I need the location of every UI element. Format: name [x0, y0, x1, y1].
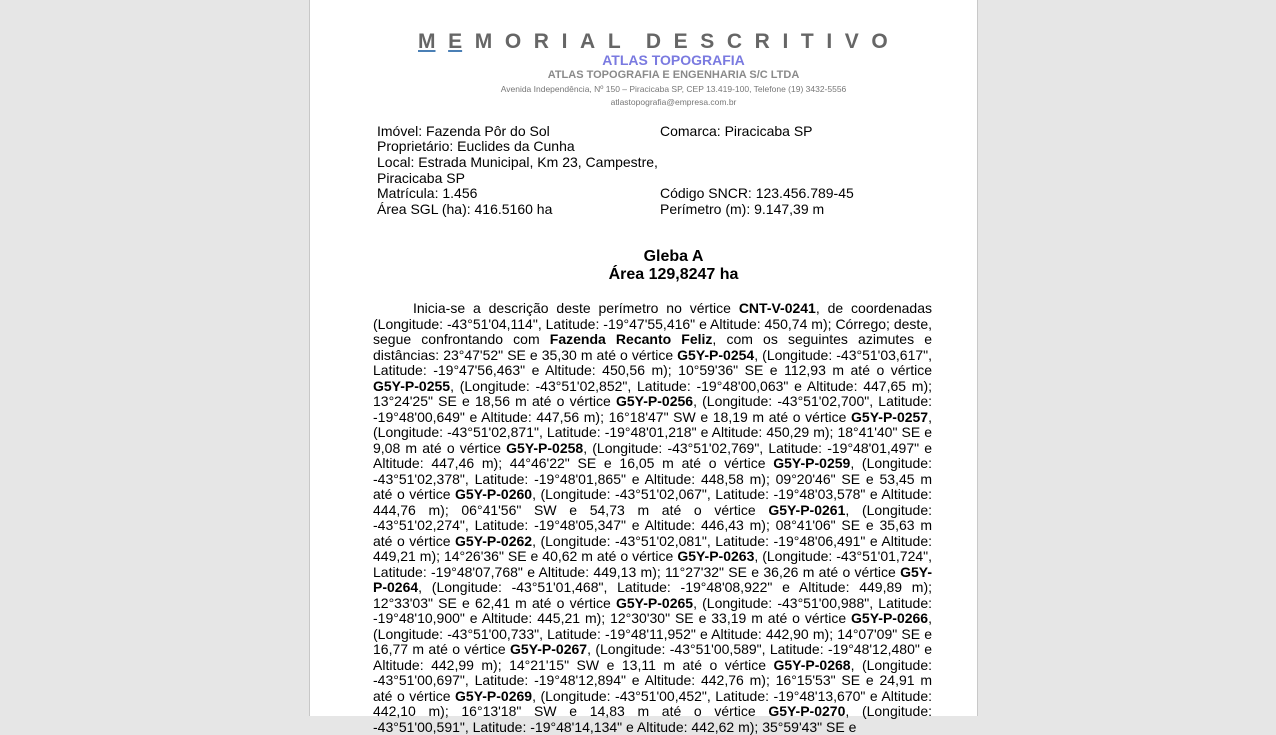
vertex-id: G5Y-P-0257	[851, 408, 929, 425]
vertex-id: G5Y-P-0255	[373, 377, 451, 394]
title-letter: L	[607, 30, 621, 53]
area-heading: Área 129,8247 ha	[608, 266, 739, 283]
description-text: , (Longitude: -43°51'02,067", Latitude: -19°48'03,578" e Altitude: 444,76 m); 06°41'56" SW e 54,73 m até o vértice	[373, 486, 933, 518]
title-letter: I	[782, 30, 789, 53]
description-text: , (Longitude: -43°51'02,378", Latitude: -19°48'01,865" e Altitude: 448,58 m); 09°20'46" SE e 53,45 m até o vértice	[373, 455, 932, 502]
vertex-id: G5Y-P-0261	[768, 501, 846, 518]
vertex-id: G5Y-P-0266	[851, 610, 929, 626]
description-text: , (Longitude: -43°51'01,724", Latitude: -19°48'07,768" e Altitude: 449,13 m); 11°27'32" SE e 36,26 m até o vértice	[373, 548, 933, 580]
vertex-id: G5Y-P-0260	[455, 486, 533, 502]
description-text: , (Longitude: -43°51'00,733", Latitude: -19°48'11,952" e Altitude: 442,90 m); 14°07'09" SE e 16,77 m até o vértice	[373, 610, 932, 657]
description-text: , (Longitude: -43°51'02,769", Latitude: -19°48'01,497" e Altitude: 447,46 m); 44°46'22" SE e 16,05 m até o vértice	[373, 439, 933, 471]
description-text: , (Longitude: -43°51'00,452", Latitude: -19°48'13,670" e Altitude: 442,10 m); 16°13'18" SW e 14,83 m até o vértice	[373, 687, 933, 719]
description-text: , (Longitude: -43°51'02,852", Latitude: -19°48'00,063" e Altitude: 447,65 m); 13°24'25" SE e 18,56 m até o vértice	[373, 377, 932, 409]
vertex-id: CNT-V-0241	[738, 300, 816, 316]
title-letter: I	[561, 30, 568, 53]
title-letter: I	[826, 30, 833, 53]
title-letter: O	[871, 30, 888, 53]
company-address: Avenida Independência, Nº 150 – Piracicaba SP, CEP 13.419-100, Telefone (19) 3432-5556	[500, 84, 847, 94]
comarca-field: Comarca: Piracicaba SP	[660, 123, 813, 139]
title-letter: R	[754, 30, 770, 53]
vertex-id: Fazenda Recanto Feliz	[549, 331, 713, 347]
area-sgl-field: Área SGL (ha): 416.5160 ha	[377, 201, 553, 217]
proprietario-field: Proprietário: Euclides da Cunha	[377, 138, 575, 154]
vertex-id: G5Y-P-0265	[616, 594, 694, 611]
title-letter: M	[474, 30, 493, 53]
vertex-id: G5Y-P-0256	[616, 393, 694, 409]
vertex-id: G5Y-P-0269	[455, 687, 533, 704]
company-email: atlastopografia@empresa.com.br	[610, 97, 737, 107]
description-text: , (Longitude: -43°51'02,700", Latitude: -19°48'00,649" e Altitude: 447,56 m); 16°18'47" SW e 18,19 m até o vértice	[373, 393, 932, 425]
gleba-heading: Gleba A	[643, 248, 704, 265]
vertex-id: G5Y-P-0254	[677, 346, 755, 363]
vertex-id: G5Y-P-0258	[506, 439, 584, 456]
matricula-field: Matrícula: 1.456	[377, 185, 478, 201]
document-title	[418, 30, 888, 54]
title-letter: E	[448, 30, 463, 53]
description-text: Inicia-se a descrição deste perímetro no vértice	[413, 300, 739, 316]
description-text: , (Longitude: -43°51'00,591", Latitude: -19°48'14,134" e Altitude: 442,62 m); 35°59'43" SE e	[373, 703, 932, 735]
title-letter: M	[418, 30, 436, 53]
description-text: , (Longitude: -43°51'02,274", Latitude: -19°48'05,347" e Altitude: 446,43 m); 08°41'06" SE e 35,63 m até o vértice	[373, 501, 932, 549]
description-text: , (Longitude: -43°51'00,697", Latitude: -19°48'12,894" e Altitude: 442,76 m); 16°15'53" SE e 24,91 m até o vértice	[373, 656, 933, 704]
vertex-id: G5Y-P-0264	[373, 563, 932, 595]
codigo-sncr-field: Código SNCR: 123.456.789-45	[660, 185, 854, 201]
description-text: , (Longitude: -43°51'00,988", Latitude: -19°48'10,900" e Altitude: 445,21 m); 12°30'30" SE e 33,19 m até o vértice	[373, 594, 932, 626]
description-text: , (Longitude: -43°51'01,468", Latitude: -19°48'08,922" e Altitude: 449,89 m); 12°33'03" SE e 62,41 m até o vértice	[373, 579, 932, 611]
title-letter: V	[844, 30, 859, 53]
title-letter: T	[800, 30, 814, 53]
title-letter: O	[504, 30, 522, 53]
vertex-id: G5Y-P-0262	[455, 532, 533, 549]
description-text: , de coordenadas (Longitude: -43°51'04,114", Latitude: -19°47'55,416" e Altitude: 450,74 m); Córrego; deste, segue confrontando com	[373, 300, 932, 347]
perimetro-field: Perímetro (m): 9.147,39 m	[660, 201, 825, 217]
title-letter: C	[726, 30, 743, 53]
title-letter: R	[533, 30, 549, 53]
description-text: , (Longitude: -43°51'02,871", Latitude: -19°48'01,218" e Altitude: 450,29 m); 18°41'40" SE e 9,08 m até o vértice	[373, 408, 932, 456]
perimeter-description	[373, 301, 932, 735]
vertex-id: G5Y-P-0267	[510, 641, 588, 657]
title-letter: A	[580, 30, 596, 53]
company-name: ATLAS TOPOGRAFIA E ENGENHARIA S/C LTDA	[547, 69, 800, 81]
vertex-id: G5Y-P-0263	[677, 548, 755, 564]
description-text: , (Longitude: -43°51'00,589", Latitude: -19°48'12,480" e Altitude: 442,99 m); 14°21'15" SW e 13,11 m até o vértice	[373, 641, 932, 673]
description-text: , (Longitude: -43°51'03,617", Latitude: -19°47'56,463" e Altitude: 450,56 m); 10°59'36" SE e 112,93 m até o vértice	[373, 346, 933, 378]
document-page	[309, 0, 978, 735]
vertex-id: G5Y-P-0259	[773, 455, 851, 471]
company-brand: ATLAS TOPOGRAFIA	[602, 52, 745, 68]
vertex-id: G5Y-P-0270	[768, 703, 846, 719]
description-text: , (Longitude: -43°51'02,081", Latitude: -19°48'06,491" e Altitude: 449,21 m); 14°26'36" SE e 40,62 m até o vértice	[373, 532, 933, 564]
local-field: Local: Estrada Municipal, Km 23, Campestre, Piracicaba SP	[377, 154, 658, 186]
title-letter: D	[645, 30, 662, 53]
vertex-id: G5Y-P-0268	[773, 656, 851, 673]
imovel-field: Imóvel: Fazenda Pôr do Sol	[377, 123, 550, 139]
title-letter: S	[700, 30, 715, 53]
title-letter: E	[673, 30, 688, 53]
description-text: , com os seguintes azimutes e distâncias: 23°47'52" SE e 35,30 m até o vértice	[373, 331, 932, 363]
